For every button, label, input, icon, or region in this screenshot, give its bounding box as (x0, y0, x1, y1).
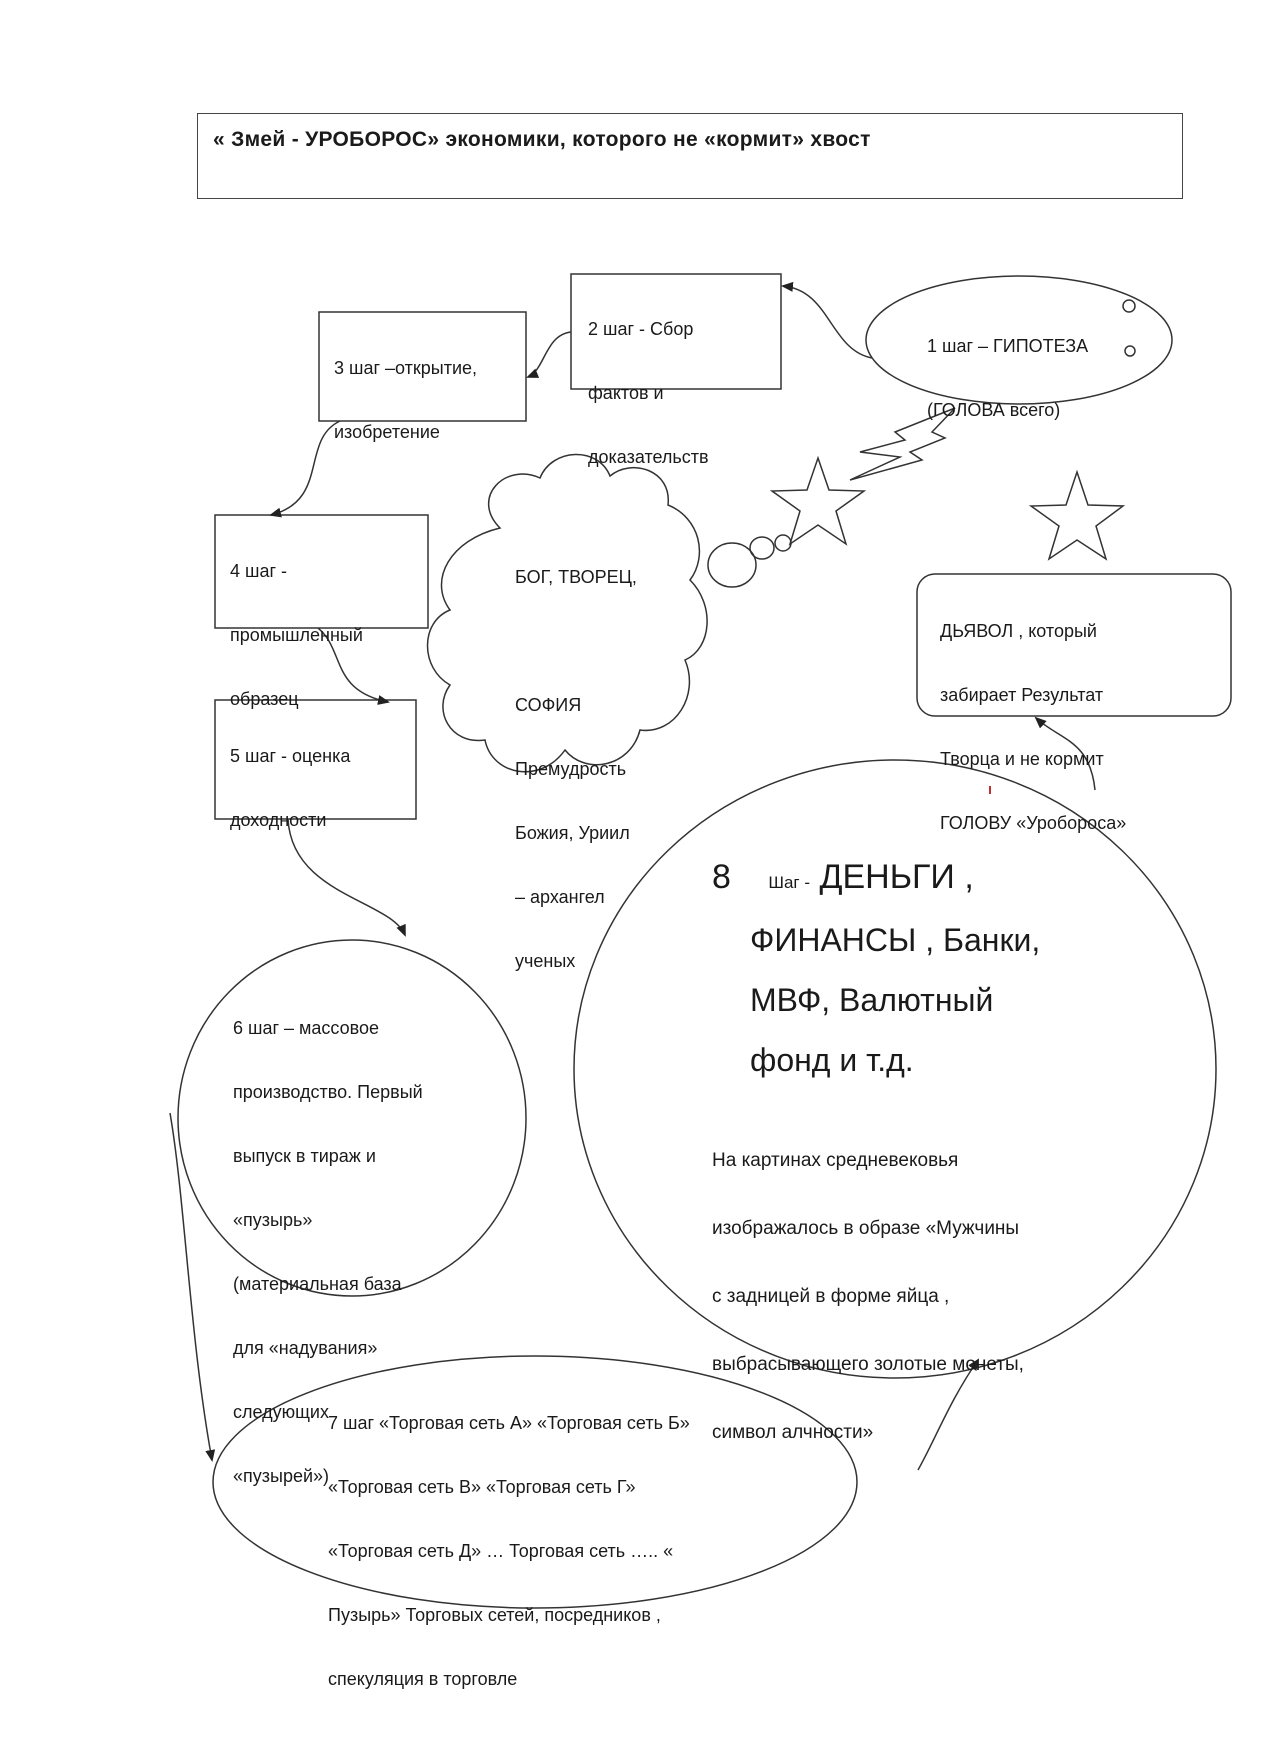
star-icon (772, 458, 864, 544)
step8-description-line: с задницей в форме яйца , (712, 1286, 950, 1307)
step1-label (927, 298, 1088, 458)
step6-line: для «надувания» (233, 1338, 378, 1358)
step7-line: Пузырь» Торговых сетей, посредников , (328, 1605, 661, 1625)
step4-line: 4 шаг - (230, 561, 288, 581)
step7-line: 7 шаг «Торговая сеть А» «Торговая сеть Б» (328, 1413, 690, 1433)
step7-line: спекуляция в торговле (328, 1669, 518, 1689)
arrow-step6-to-step7 (170, 1113, 212, 1460)
step8-description-line: выбрасывающего золотые монеты, (712, 1354, 1024, 1375)
cloud-line: ученых (515, 951, 576, 971)
step8-heading-first (712, 858, 974, 897)
step1-line: 1 шаг – ГИПОТЕЗА (927, 336, 1089, 356)
step2-line: 2 шаг - Сбор (588, 319, 694, 339)
step6-line: «пузырей») (233, 1466, 330, 1486)
step8-description-line: символ алчности» (712, 1422, 874, 1443)
step3-line: 3 шаг –открытие, (334, 358, 478, 378)
cloud-line: Божия, Уриил (515, 823, 630, 843)
doodle-icon (1123, 300, 1135, 312)
step6-line: «пузырь» (233, 1210, 313, 1230)
step6-line: следующих (233, 1402, 329, 1422)
step6-line: 6 шаг – массовое (233, 1018, 380, 1038)
devil-line: ГОЛОВУ «Уробороса» (940, 813, 1127, 833)
step3-line: изобретение (334, 422, 440, 442)
step2-line: доказательств (588, 447, 709, 467)
arrow-step1-to-step2 (783, 286, 872, 358)
step8-heading (750, 910, 1040, 1090)
cloud-line: СОФИЯ (515, 695, 582, 715)
step6-line: (материальная база (233, 1274, 402, 1294)
thought-bubble-1 (708, 543, 756, 587)
step2-line: фактов и (588, 383, 664, 403)
star-icon (1031, 472, 1123, 559)
step8-heading-line: ФИНАНСЫ , Банки, (750, 922, 1041, 958)
step7-line: «Торговая сеть Д» … Торговая сеть ….. « (328, 1541, 674, 1561)
step8-number: 8 (712, 858, 731, 896)
step6-line: выпуск в тираж и (233, 1146, 376, 1166)
step4-line: промышленный (230, 625, 363, 645)
step8-heading-line: МВФ, Валютный (750, 982, 994, 1018)
diagram-title: « Змей - УРОБОРОС» экономики, которого не «кормит» хвост (213, 128, 871, 151)
step8-description-line: изображалось в образе «Мужчины (712, 1218, 1020, 1239)
cloud-line: Премудрость (515, 759, 627, 779)
step8-description-line: На картинах средневековья (712, 1150, 959, 1171)
cloud-line: БОГ, ТВОРЕЦ, (515, 567, 637, 587)
step8-word: Шаг - (768, 873, 810, 892)
cloud-label (515, 529, 637, 1009)
doodle-icon (1125, 346, 1135, 356)
step5-line: 5 шаг - оценка (230, 746, 351, 766)
step5-line: доходности (230, 810, 327, 830)
step7-line: «Торговая сеть В» «Торговая сеть Г» (328, 1477, 636, 1497)
step6-line: производство. Первый (233, 1082, 423, 1102)
step3-label (334, 320, 477, 480)
thought-bubble-2 (750, 537, 774, 559)
step4-line: образец (230, 689, 299, 709)
devil-line: Творца и не кормит (940, 749, 1104, 769)
step8-heading-line: ДЕНЬГИ , (819, 858, 974, 896)
step7-label (328, 1375, 690, 1727)
step1-line: (ГОЛОВА всего) (927, 400, 1061, 420)
cloud-line (515, 625, 637, 657)
cloud-line: – архангел (515, 887, 605, 907)
thought-bubble-3 (775, 535, 791, 551)
step8-description (712, 1110, 1024, 1484)
step8-heading-line: фонд и т.д. (750, 1042, 914, 1078)
devil-label (940, 583, 1126, 871)
devil-line: ДЬЯВОЛ , который (940, 621, 1097, 641)
devil-line: забирает Результат (940, 685, 1104, 705)
arrow-step2-to-step3 (528, 332, 571, 377)
arrow-step3-to-step4 (271, 421, 340, 515)
step5-label (230, 708, 350, 868)
step2-label (588, 281, 709, 505)
